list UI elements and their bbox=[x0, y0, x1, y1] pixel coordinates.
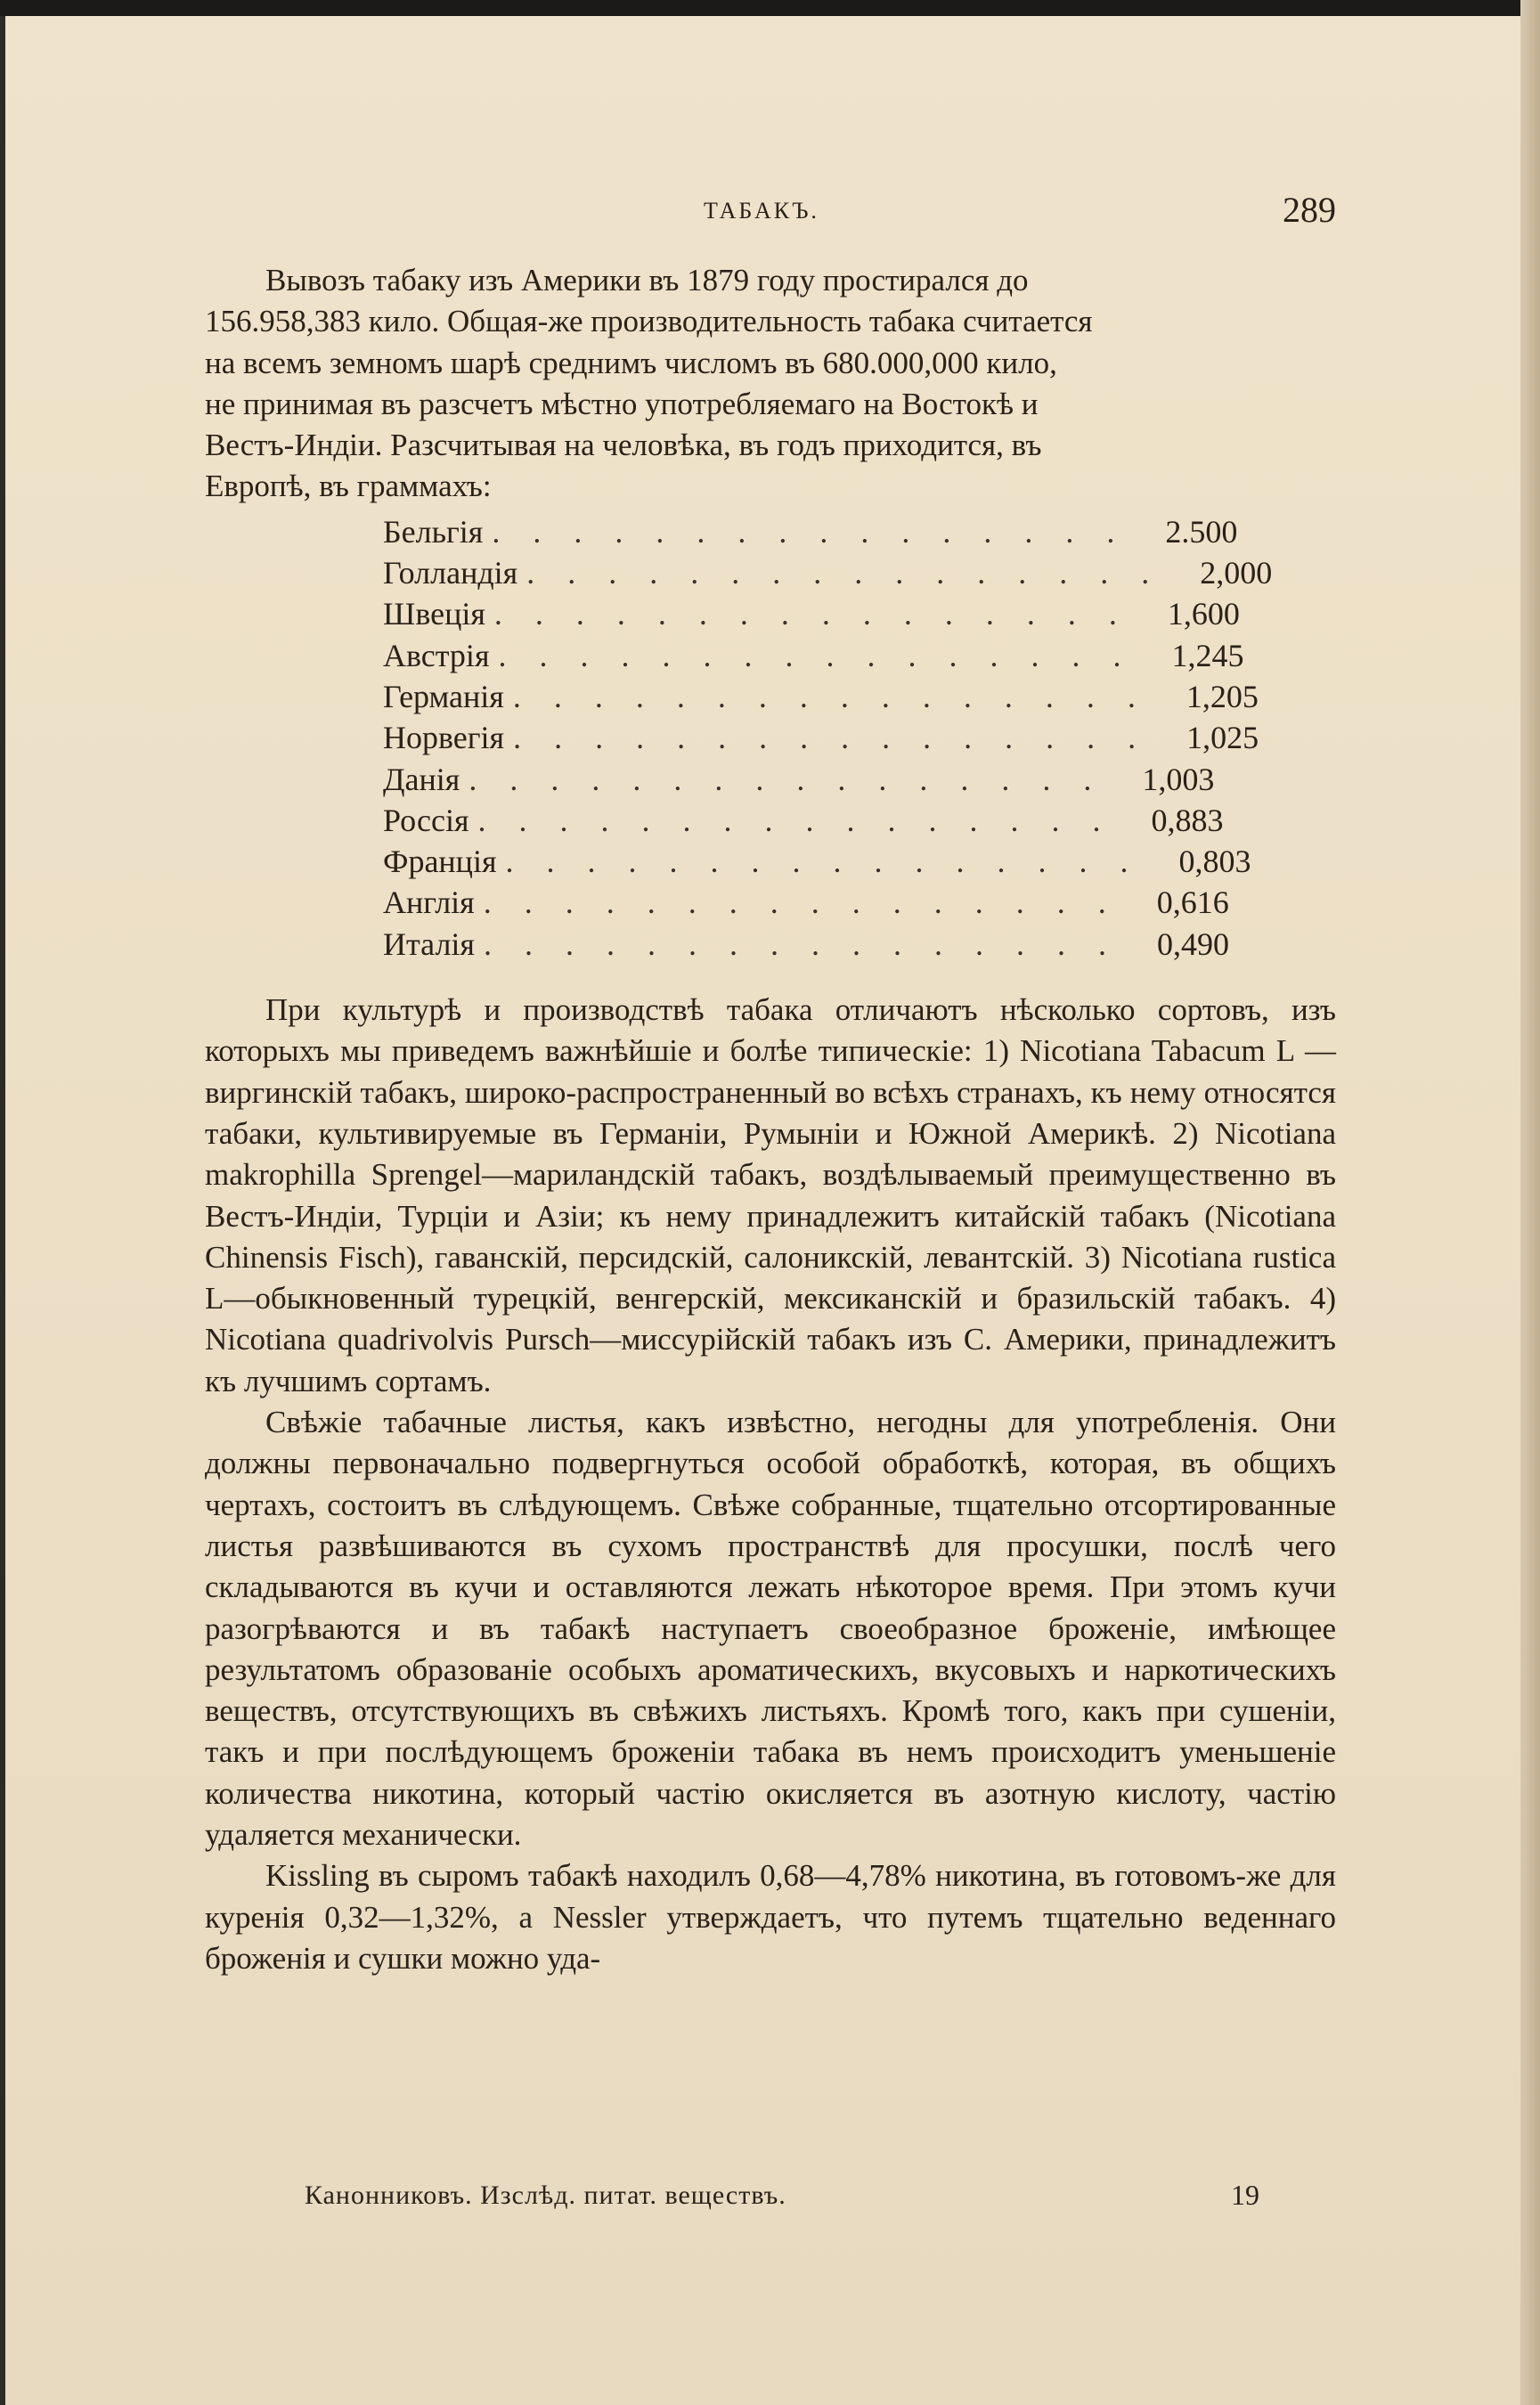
dot-leader: . . . . . . . . . . . . . . . . bbox=[513, 720, 1149, 756]
country-name: Германія bbox=[383, 678, 504, 714]
text-line: Вестъ-Индіи. Разсчитывая на человѣка, въ годъ приходится, въ bbox=[205, 428, 1042, 463]
dot-leader: . . . . . . . . . . . . . . . . bbox=[493, 596, 1129, 632]
country-name: Данія bbox=[383, 761, 460, 797]
dot-leader: . . . . . . . . . . . . . . . . bbox=[505, 844, 1141, 880]
grams-value: 2,000 bbox=[1200, 555, 1273, 591]
text-line: Вывозъ табаку изъ Америки въ 1879 году простирался до bbox=[265, 263, 1029, 298]
text-line: Европѣ, въ граммахъ: bbox=[205, 469, 492, 504]
dot-leader: . . . . . . . . . . . . . . . . bbox=[498, 637, 1134, 673]
text-line: не принимая въ разсчетъ мѣстно употребляемаго на Востокѣ и bbox=[205, 386, 1039, 421]
country-name: Бельгія bbox=[383, 513, 484, 550]
country-name: Голландія bbox=[383, 555, 518, 591]
grams-value: 1,245 bbox=[1171, 637, 1244, 673]
grams-value: 1,600 bbox=[1167, 596, 1240, 632]
scan-right-edge bbox=[1520, 0, 1540, 2405]
grams-value: 0,803 bbox=[1178, 844, 1251, 880]
country-name: Россія bbox=[383, 802, 469, 838]
table-row bbox=[383, 717, 1259, 758]
dot-leader: . . . . . . . . . . . . . . . . bbox=[492, 513, 1128, 550]
country-name: Австрія bbox=[383, 637, 490, 673]
country-name: Англія bbox=[383, 885, 475, 921]
paragraph-nicotine-content: Kissling въ сыромъ табакѣ находилъ 0,68—4,78% никотина, въ готовомъ-же для куренія 0,32—1,32%, а Nessler утверждаетъ, что путемъ тщательно веденнаго броженія и сушки можно уда- bbox=[205, 1858, 1336, 1976]
table-row bbox=[383, 759, 1215, 800]
dot-leader: . . . . . . . . . . . . . . . . bbox=[483, 885, 1119, 921]
text-line: на всемъ земномъ шарѣ среднимъ числомъ въ 680.000,000 кило, bbox=[205, 345, 1057, 380]
page-header bbox=[205, 189, 1336, 242]
table-row bbox=[383, 800, 1224, 841]
table-row bbox=[383, 676, 1259, 717]
paragraph-leaf-processing: Свѣжіе табачные листья, какъ извѣстно, негодны для употребленія. Они должны первоначально подвергнуться особой обработкѣ, которая, въ общихъ чертахъ, состоитъ въ слѣдующемъ. Свѣже собранные, тщательно отсортированные листья развѣшиваются въ сухомъ пространствѣ для просушки, послѣ чего складываются въ кучи и оставляются лежать нѣкоторое время. При этомъ кучи разогрѣваются и въ табакѣ наступаетъ своеобразное броженіе, имѣющее результатомъ образованіе особыхъ ароматическихъ, вкусовыхъ и наркотическихъ веществъ, отсутствующихъ въ свѣжихъ листьяхъ. Кромѣ того, какъ при сушеніи, такъ и при послѣдующемъ броженіи табака въ немъ происходитъ уменьшеніе количества никотина, который частію окисляется въ азотную кислоту, частію удаляется механически. bbox=[205, 1405, 1336, 1852]
country-name: Норвегія bbox=[383, 720, 505, 756]
dot-leader: . . . . . . . . . . . . . . . . bbox=[526, 555, 1162, 591]
page-footer bbox=[305, 2179, 1259, 2220]
body-text bbox=[205, 260, 1336, 1979]
grams-value: 1,025 bbox=[1186, 720, 1259, 756]
country-name: Италія bbox=[383, 925, 475, 962]
grams-value: 2.500 bbox=[1165, 513, 1238, 550]
grams-value: 0,883 bbox=[1151, 802, 1224, 838]
signature-mark: 19 bbox=[1231, 2179, 1259, 2211]
grams-value: 0,490 bbox=[1157, 925, 1229, 962]
table-row bbox=[383, 841, 1251, 882]
table-row bbox=[383, 635, 1244, 676]
table-row bbox=[383, 924, 1229, 965]
scan-top-edge bbox=[0, 0, 1540, 16]
paragraph-tobacco-varieties: При культурѣ и производствѣ табака отличаютъ нѣсколько сортовъ, изъ которыхъ мы приведемъ важнѣйшіе и болѣе типическіе: 1) Nicotiana Tabacum L — виргинскій табакъ, широко-распространенный во всѣхъ странахъ, къ нему относятся табаки, культивируемые въ Германіи, Румыніи и Южной Америкѣ. 2) Nicotiana makrophilla Sprengel—мариландскій табакъ, воздѣлываемый преимущественно въ Вестъ-Индіи, Турціи и Азіи; къ нему принадлежитъ китайскій табакъ (Nicotiana Chinensis Fisch), гаванскій, персидскій, салоникскій, левантскій. 3) Nicotiana rustica L—обыкновенный турецкій, венгерскій, мексиканскій и бразильскій табакъ. 4) Nicotiana quadrivolvis Pursch—миссурійскій табакъ изъ С. Америки, принадлежитъ къ лучшимъ сортамъ. bbox=[205, 992, 1336, 1398]
table-row bbox=[383, 593, 1240, 634]
table-row bbox=[383, 511, 1238, 552]
grams-value: 0,616 bbox=[1156, 885, 1229, 921]
dot-leader: . . . . . . . . . . . . . . . . bbox=[512, 678, 1148, 714]
country-name: Франція bbox=[383, 844, 497, 880]
grams-value: 1,205 bbox=[1186, 678, 1259, 714]
footer-author-title: Канонниковъ. Изслѣд. питат. веществъ. bbox=[305, 2181, 786, 2210]
page-number: 289 bbox=[1283, 190, 1336, 230]
country-name: Швеція bbox=[383, 596, 485, 632]
dot-leader: . . . . . . . . . . . . . . . . bbox=[469, 761, 1104, 797]
consumption-table bbox=[383, 511, 1273, 965]
table-row bbox=[383, 552, 1273, 593]
scan-left-edge bbox=[0, 16, 5, 2405]
text-line: 156.958,383 кило. Общая-же производительность табака считается bbox=[205, 304, 1093, 339]
grams-value: 1,003 bbox=[1142, 761, 1215, 797]
running-title: ТАБАКЪ. bbox=[704, 198, 819, 224]
intro-paragraph bbox=[205, 260, 1336, 508]
table-row bbox=[383, 882, 1229, 923]
dot-leader: . . . . . . . . . . . . . . . . bbox=[477, 802, 1113, 838]
dot-leader: . . . . . . . . . . . . . . . . bbox=[484, 925, 1119, 962]
